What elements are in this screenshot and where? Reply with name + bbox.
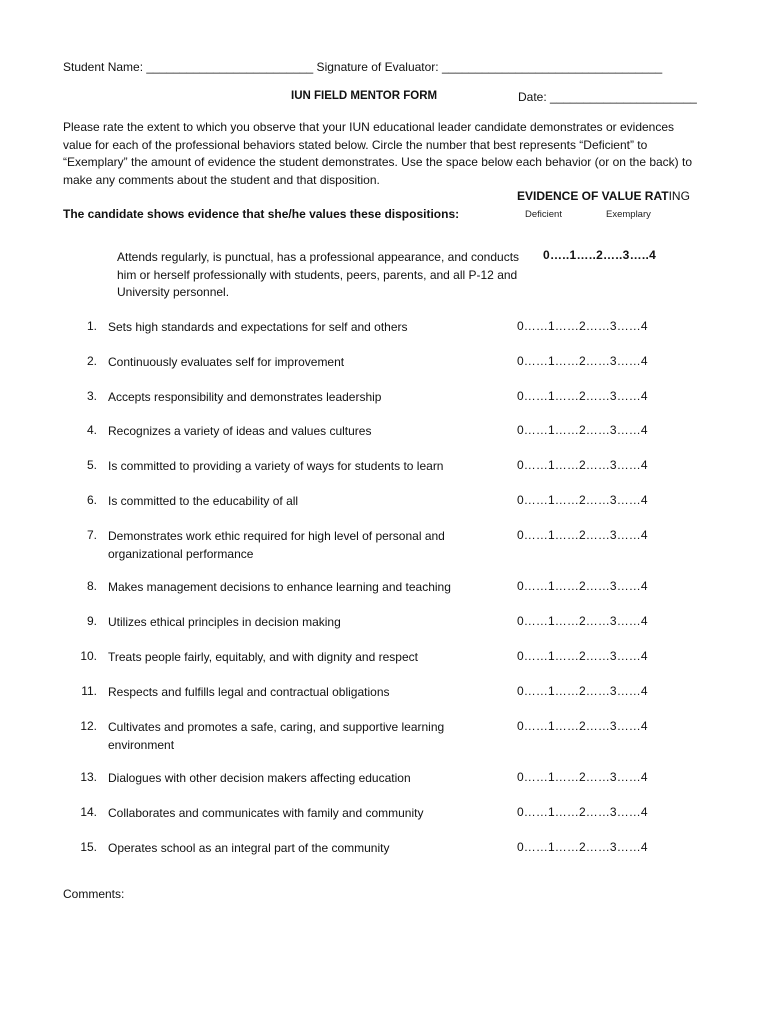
behavior-number: 11.	[81, 684, 97, 698]
behavior-number: 6.	[86, 493, 97, 507]
rating-heading	[517, 189, 690, 203]
behavior-text: Dialogues with other decision makers affecting education	[108, 771, 411, 785]
rating-scale[interactable]: 0……1……2……3……4	[517, 649, 648, 663]
rating-scale[interactable]: 0……1……2……3……4	[517, 319, 648, 333]
rating-scale[interactable]: 0……1……2……3……4	[517, 770, 648, 784]
behavior-text: Recognizes a variety of ideas and values cultures	[108, 424, 372, 438]
intro-behavior-text: Attends regularly, is punctual, has a professional appearance, and conducts him or herself professionally with students, peers, parents, and all P-12 and University personnel.	[117, 250, 520, 299]
behavior-text: Is committed to the educability of all	[108, 494, 299, 508]
behavior-text: Operates school as an integral part of the community	[108, 841, 390, 855]
behavior-number: 15.	[80, 840, 97, 854]
behavior-text: Respects and fulfills legal and contractual obligations	[108, 685, 390, 699]
behavior-text: Sets high standards and expectations for self and others	[108, 320, 408, 334]
rating-heading-bold: EVIDENCE OF VALUE RAT	[517, 189, 669, 203]
rating-scale[interactable]: 0……1……2……3……4	[517, 389, 648, 403]
rating-scale[interactable]: 0……1……2……3……4	[517, 719, 648, 733]
behavior-text: Makes management decisions to enhance learning and teaching	[108, 580, 451, 594]
behavior-number: 8.	[86, 579, 97, 593]
behavior-number: 13.	[80, 770, 97, 784]
rating-scale[interactable]: 0……1……2……3……4	[517, 840, 648, 854]
date-line[interactable]: Date: ______________________	[518, 90, 697, 104]
behavior-number: 1.	[86, 319, 97, 333]
scale-label-deficient: Deficient	[525, 209, 562, 220]
scale-label-exemplary: Exemplary	[606, 209, 651, 220]
behavior-number: 5.	[86, 458, 97, 472]
rating-scale[interactable]: 0……1……2……3……4	[517, 528, 648, 542]
behavior-number: 7.	[86, 528, 97, 542]
form-title: IUN FIELD MENTOR FORM	[291, 90, 438, 102]
behavior-text: Cultivates and promotes a safe, caring, and supportive learning environment	[108, 720, 445, 752]
rating-scale[interactable]: 0……1……2……3……4	[517, 423, 648, 437]
rating-scale[interactable]: 0……1……2……3……4	[517, 579, 648, 593]
intro-behavior-scale[interactable]: 0…..1…..2…..3…..4	[543, 248, 657, 262]
behavior-number: 2.	[86, 354, 97, 368]
rating-scale[interactable]: 0……1……2……3……4	[517, 458, 648, 472]
behavior-number: 14.	[80, 805, 97, 819]
dispositions-heading: The candidate shows evidence that she/he values these dispositions:	[63, 207, 460, 221]
behavior-text: Accepts responsibility and demonstrates leadership	[108, 390, 382, 404]
rating-scale[interactable]: 0……1……2……3……4	[517, 684, 648, 698]
behavior-text: Collaborates and communicates with family and community	[108, 806, 424, 820]
rating-scale[interactable]: 0……1……2……3……4	[517, 493, 648, 507]
rating-scale[interactable]: 0……1……2……3……4	[517, 354, 648, 368]
behavior-number: 3.	[86, 389, 97, 403]
student-signature-line[interactable]: Student Name: _________________________ Signature of Evaluator: _________________________________	[63, 60, 663, 74]
behavior-text: Demonstrates work ethic required for high level of personal and organizational performance	[108, 529, 445, 561]
behavior-number: 10.	[80, 649, 97, 663]
instructions-paragraph: Please rate the extent to which you observe that your IUN educational leader candidate demonstrates or evidences value for each of the professional behaviors stated below. Circle the number that best represents “Deficient” to “Exemplary” the amount of evidence the student demonstrates. Use the space below each behavior (or on the back) to make any comments about the student and that disposition.	[63, 120, 693, 187]
behavior-text: Utilizes ethical principles in decision making	[108, 615, 341, 629]
behavior-text: Treats people fairly, equitably, and with dignity and respect	[108, 650, 418, 664]
behavior-number: 4.	[86, 423, 97, 437]
rating-scale[interactable]: 0……1……2……3……4	[517, 614, 648, 628]
comments-label: Comments:	[63, 887, 125, 901]
behavior-text: Is committed to providing a variety of ways for students to learn	[108, 459, 444, 473]
rating-heading-light: ING	[668, 189, 690, 203]
behavior-number: 9.	[86, 614, 97, 628]
behavior-number: 12.	[80, 719, 97, 733]
rating-scale[interactable]: 0……1……2……3……4	[517, 805, 648, 819]
behavior-text: Continuously evaluates self for improvement	[108, 355, 345, 369]
